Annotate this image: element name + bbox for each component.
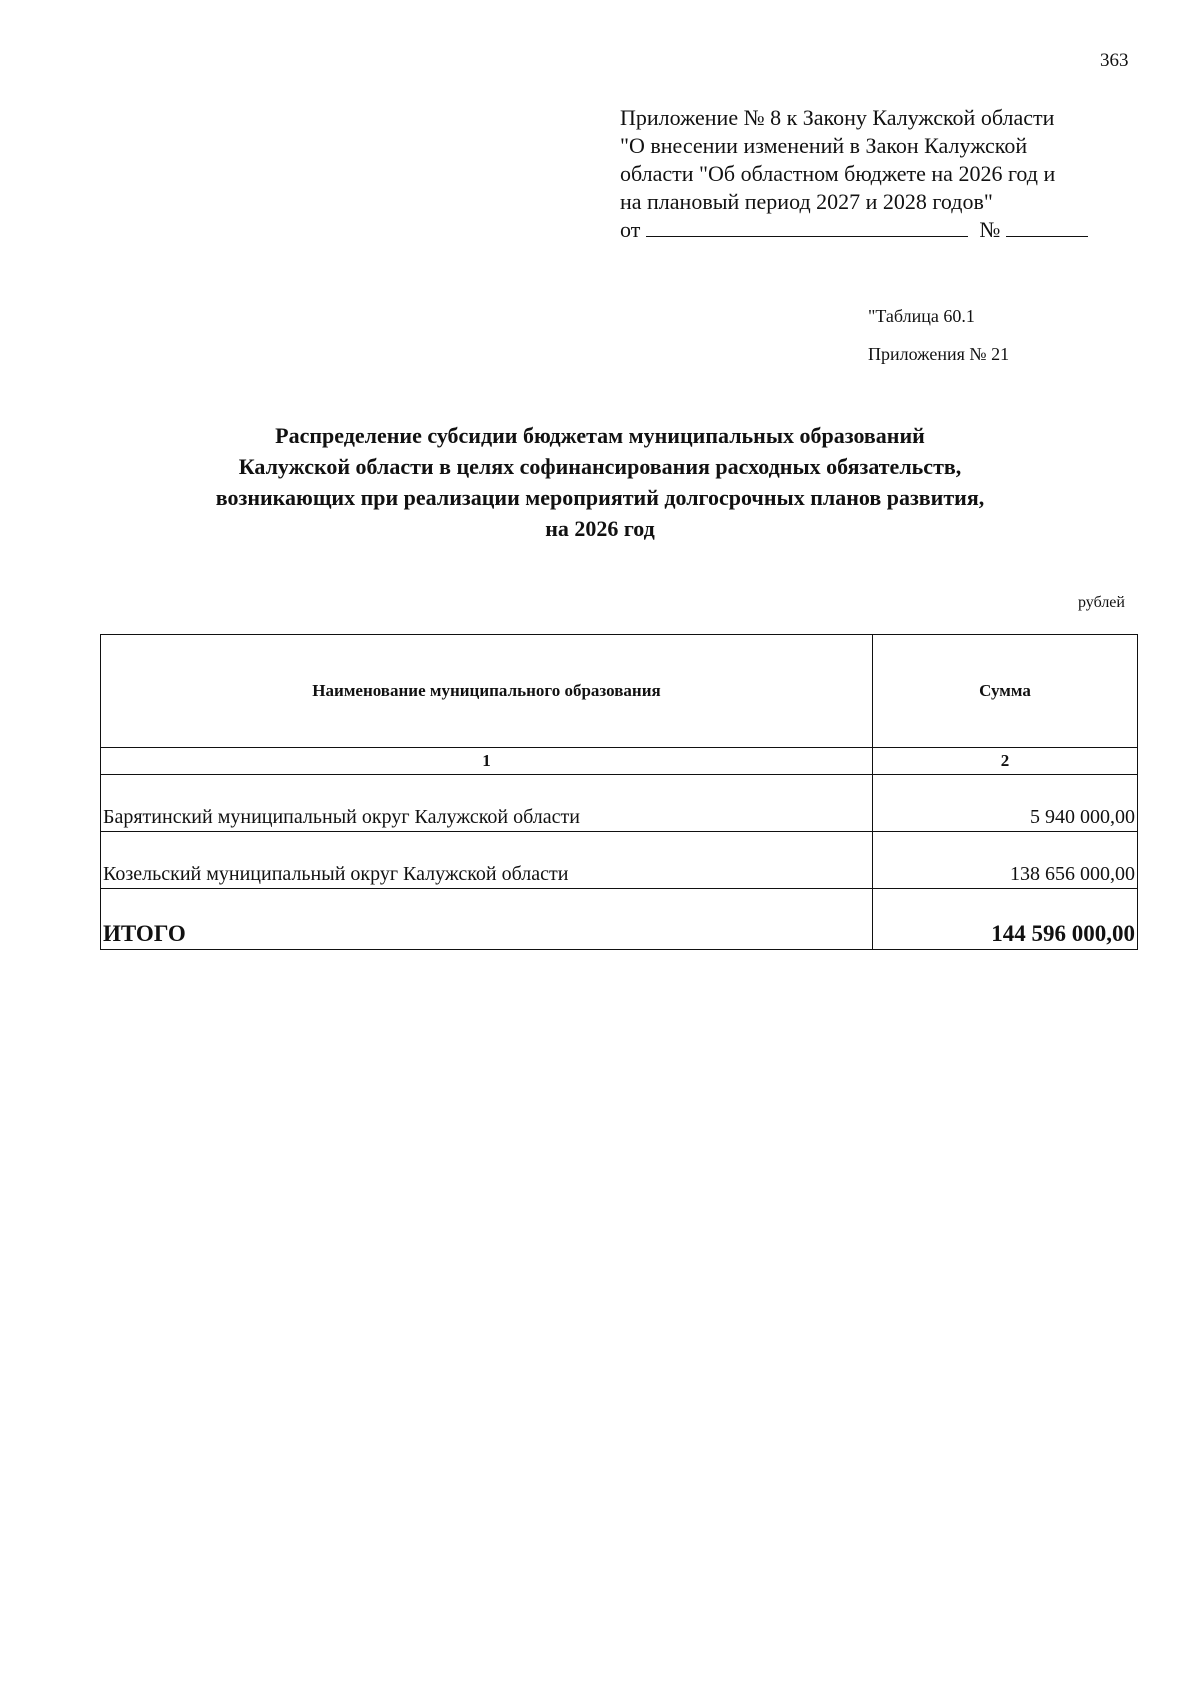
appendix-line: "О внесении изменений в Закон Калужской bbox=[620, 133, 1028, 158]
table-row bbox=[101, 832, 1138, 889]
table-row bbox=[101, 775, 1138, 832]
column-number-row bbox=[101, 748, 1138, 775]
appendix-header bbox=[620, 104, 1088, 244]
table-reference: "Таблица 60.1 bbox=[868, 306, 975, 326]
number-label: № bbox=[979, 217, 1001, 242]
appendix-date-number-line bbox=[620, 216, 1088, 244]
units-label: рублей bbox=[1078, 594, 1125, 611]
municipality-name: Козельский муниципальный округ Калужской области bbox=[101, 832, 873, 889]
table-header-row bbox=[101, 635, 1138, 748]
header-name: Наименование муниципального образования bbox=[101, 635, 873, 748]
document-title bbox=[100, 420, 1100, 544]
title-line: Распределение субсидии бюджетам муниципальных образований bbox=[275, 423, 925, 448]
title-line: на 2026 год bbox=[545, 516, 655, 541]
appendix-line: области "Об областном бюджете на 2026 год и bbox=[620, 161, 1056, 186]
subsidy-table bbox=[100, 634, 1138, 950]
subsidy-amount: 5 940 000,00 bbox=[873, 775, 1138, 832]
number-blank bbox=[1006, 218, 1088, 237]
appendix-reference: Приложения № 21 bbox=[868, 344, 1010, 364]
municipality-name: Барятинский муниципальный округ Калужской области bbox=[101, 775, 873, 832]
title-line: возникающих при реализации мероприятий долгосрочных планов развития, bbox=[215, 485, 985, 510]
appendix-line: Приложение № 8 к Закону Калужской области bbox=[620, 105, 1055, 130]
subsidy-amount: 138 656 000,00 bbox=[873, 832, 1138, 889]
total-label: ИТОГО bbox=[101, 889, 873, 950]
header-amount: Сумма bbox=[873, 635, 1138, 748]
title-line: Калужской области в целях софинансирования расходных обязательств, bbox=[238, 454, 962, 479]
column-number: 2 bbox=[873, 748, 1138, 775]
page-number: 363 bbox=[1100, 50, 1129, 71]
column-number: 1 bbox=[101, 748, 873, 775]
appendix-line: на плановый период 2027 и 2028 годов" bbox=[620, 189, 993, 214]
date-blank bbox=[646, 218, 968, 237]
total-amount: 144 596 000,00 bbox=[873, 889, 1138, 950]
from-label: от bbox=[620, 217, 641, 242]
total-row bbox=[101, 889, 1138, 950]
